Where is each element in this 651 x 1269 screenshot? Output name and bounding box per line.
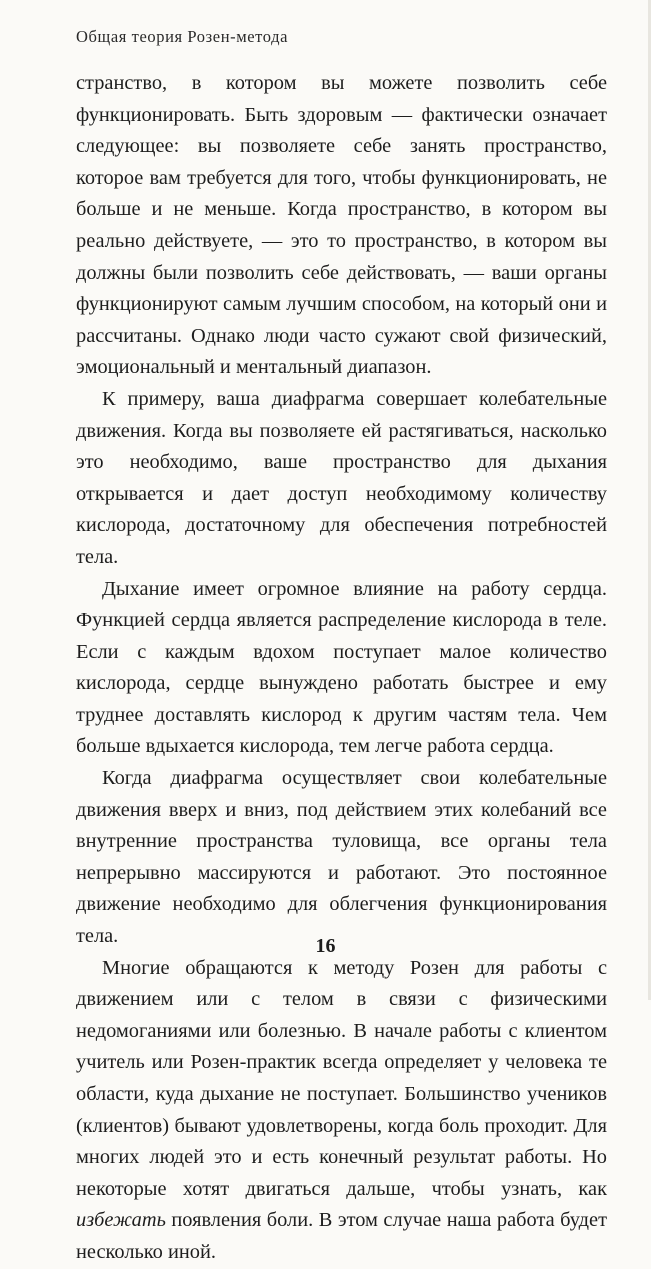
paragraph-4: Когда диафрагма осуществляет свои колебательные движения вверх и вниз, под действием этих колебаний все внутренние пространства туловища, все органы тела непрерывно массируются и работают. Это постоянное движение необходимо для облегчения функционирования тела.	[76, 767, 607, 948]
paragraph-1: странство, в котором вы можете позволить себе функционировать. Быть здоровым — фактически означает следующее: вы позволяете себе занять пространство, которое вам требуется для того, чтобы функционировать, не больше и не меньше. Когда пространство, в котором вы реально действуете, — это то пространство, в котором вы должны были позволить себе действовать, — ваши органы функционируют самым лучшим способом, на который они и рассчитаны. Однако люди часто сужают свой физический, эмоциональный и ментальный диапазон.	[76, 72, 607, 379]
page-body	[76, 68, 607, 1269]
paragraph-5-tail: появления боли. В этом случае наша работа будет несколько иной.	[76, 1209, 607, 1263]
paragraph-5	[76, 953, 607, 1269]
paragraph-2: К примеру, ваша диафрагма совершает колебательные движения. Когда вы позволяете ей растягиваться, насколько это необходимо, ваше пространство для дыхания открывается и дает доступ необходимому количеству кислорода, достаточному для обеспечения потребностей тела.	[76, 387, 607, 568]
paragraph-5-text: Многие обращаются к методу Розен для работы с движением или с телом в связи с физическими недомоганиями или болезнью. В начале работы с клиентом учитель или Розен-практик всегда определяет у человека те области, куда дыхание не поступает. Большинство учеников (клиентов) бывают удовлетворены, когда боль проходит. Для многих людей это и есть конечный результат работы. Но некоторые хотят двигаться дальше, чтобы узнать, как	[76, 956, 607, 1200]
running-title: Общая теория Розен-метода	[76, 27, 289, 46]
page-number: 16	[315, 935, 336, 957]
paragraph-3: Дыхание имеет огромное влияние на работу сердца. Функцией сердца является распределение кислорода в теле. Если с каждым вдохом поступает малое количество кислорода, сердце вынуждено работать быстрее и ему труднее доставлять кислород к другим частям тела. Чем больше вдыхается кислорода, тем легче работа сердца.	[76, 577, 607, 758]
emphasized-word: избежать	[76, 1209, 166, 1232]
